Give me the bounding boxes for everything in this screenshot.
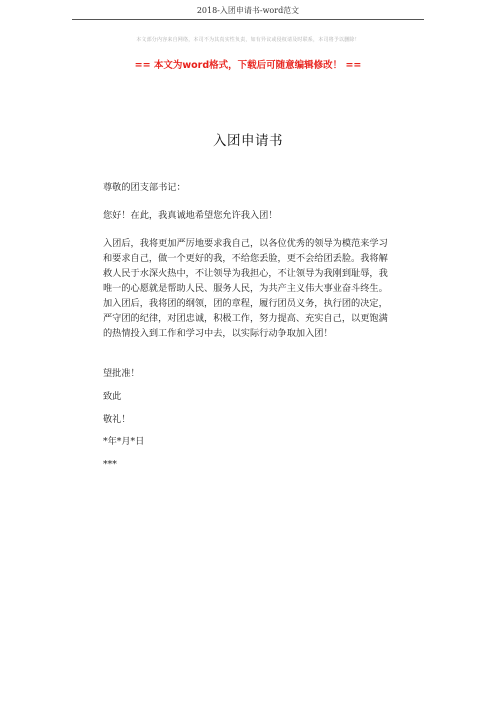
- document-title: 入团申请书: [213, 133, 283, 149]
- word-format-notice: == 本文为word格式，下载后可随意编辑修改！ ==: [134, 60, 362, 71]
- closing-request: 望批准！: [103, 368, 140, 379]
- main-paragraph: 入团后，我将更加严厉地要求我自己，以各位优秀的领导为模范来学习和要求自己，做一个更好的我，不给您丢脸，更不会给团丢脸。我将解救人民于水深火热中，不让领导为我担心，不让领导为我刚到耻辱，我唯一的心愿就是帮助人民、服务人民，为共产主义伟大事业奋斗终生。加入团后，我将团的纲领，团的章程，履行团员义务，执行团的决定，严守团的纪律，对团忠诚，积极工作，努力提高、充实自己，以更饱满的热情投入到工作和学习中去，以实际行动争取加入团！: [103, 238, 388, 339]
- page-header-title: 2018-入团申请书-word范文: [196, 6, 300, 15]
- salutation: 尊敬的团支部书记：: [103, 182, 186, 193]
- closing-salute-1: 致此: [103, 391, 122, 402]
- closing-salute-2: 敬礼！: [103, 414, 131, 425]
- disclaimer-text: 本文部分内容来自网络，本司不为其真实性负责，如有异议或侵权请及时联系，本司将予以删除！: [136, 37, 360, 43]
- signature-line: ***: [103, 459, 117, 470]
- date-line: *年*月*日: [103, 436, 145, 447]
- greeting: 您好！在此，我真诚地希望您允许我入团！: [103, 210, 278, 221]
- header-divider: [72, 19, 424, 20]
